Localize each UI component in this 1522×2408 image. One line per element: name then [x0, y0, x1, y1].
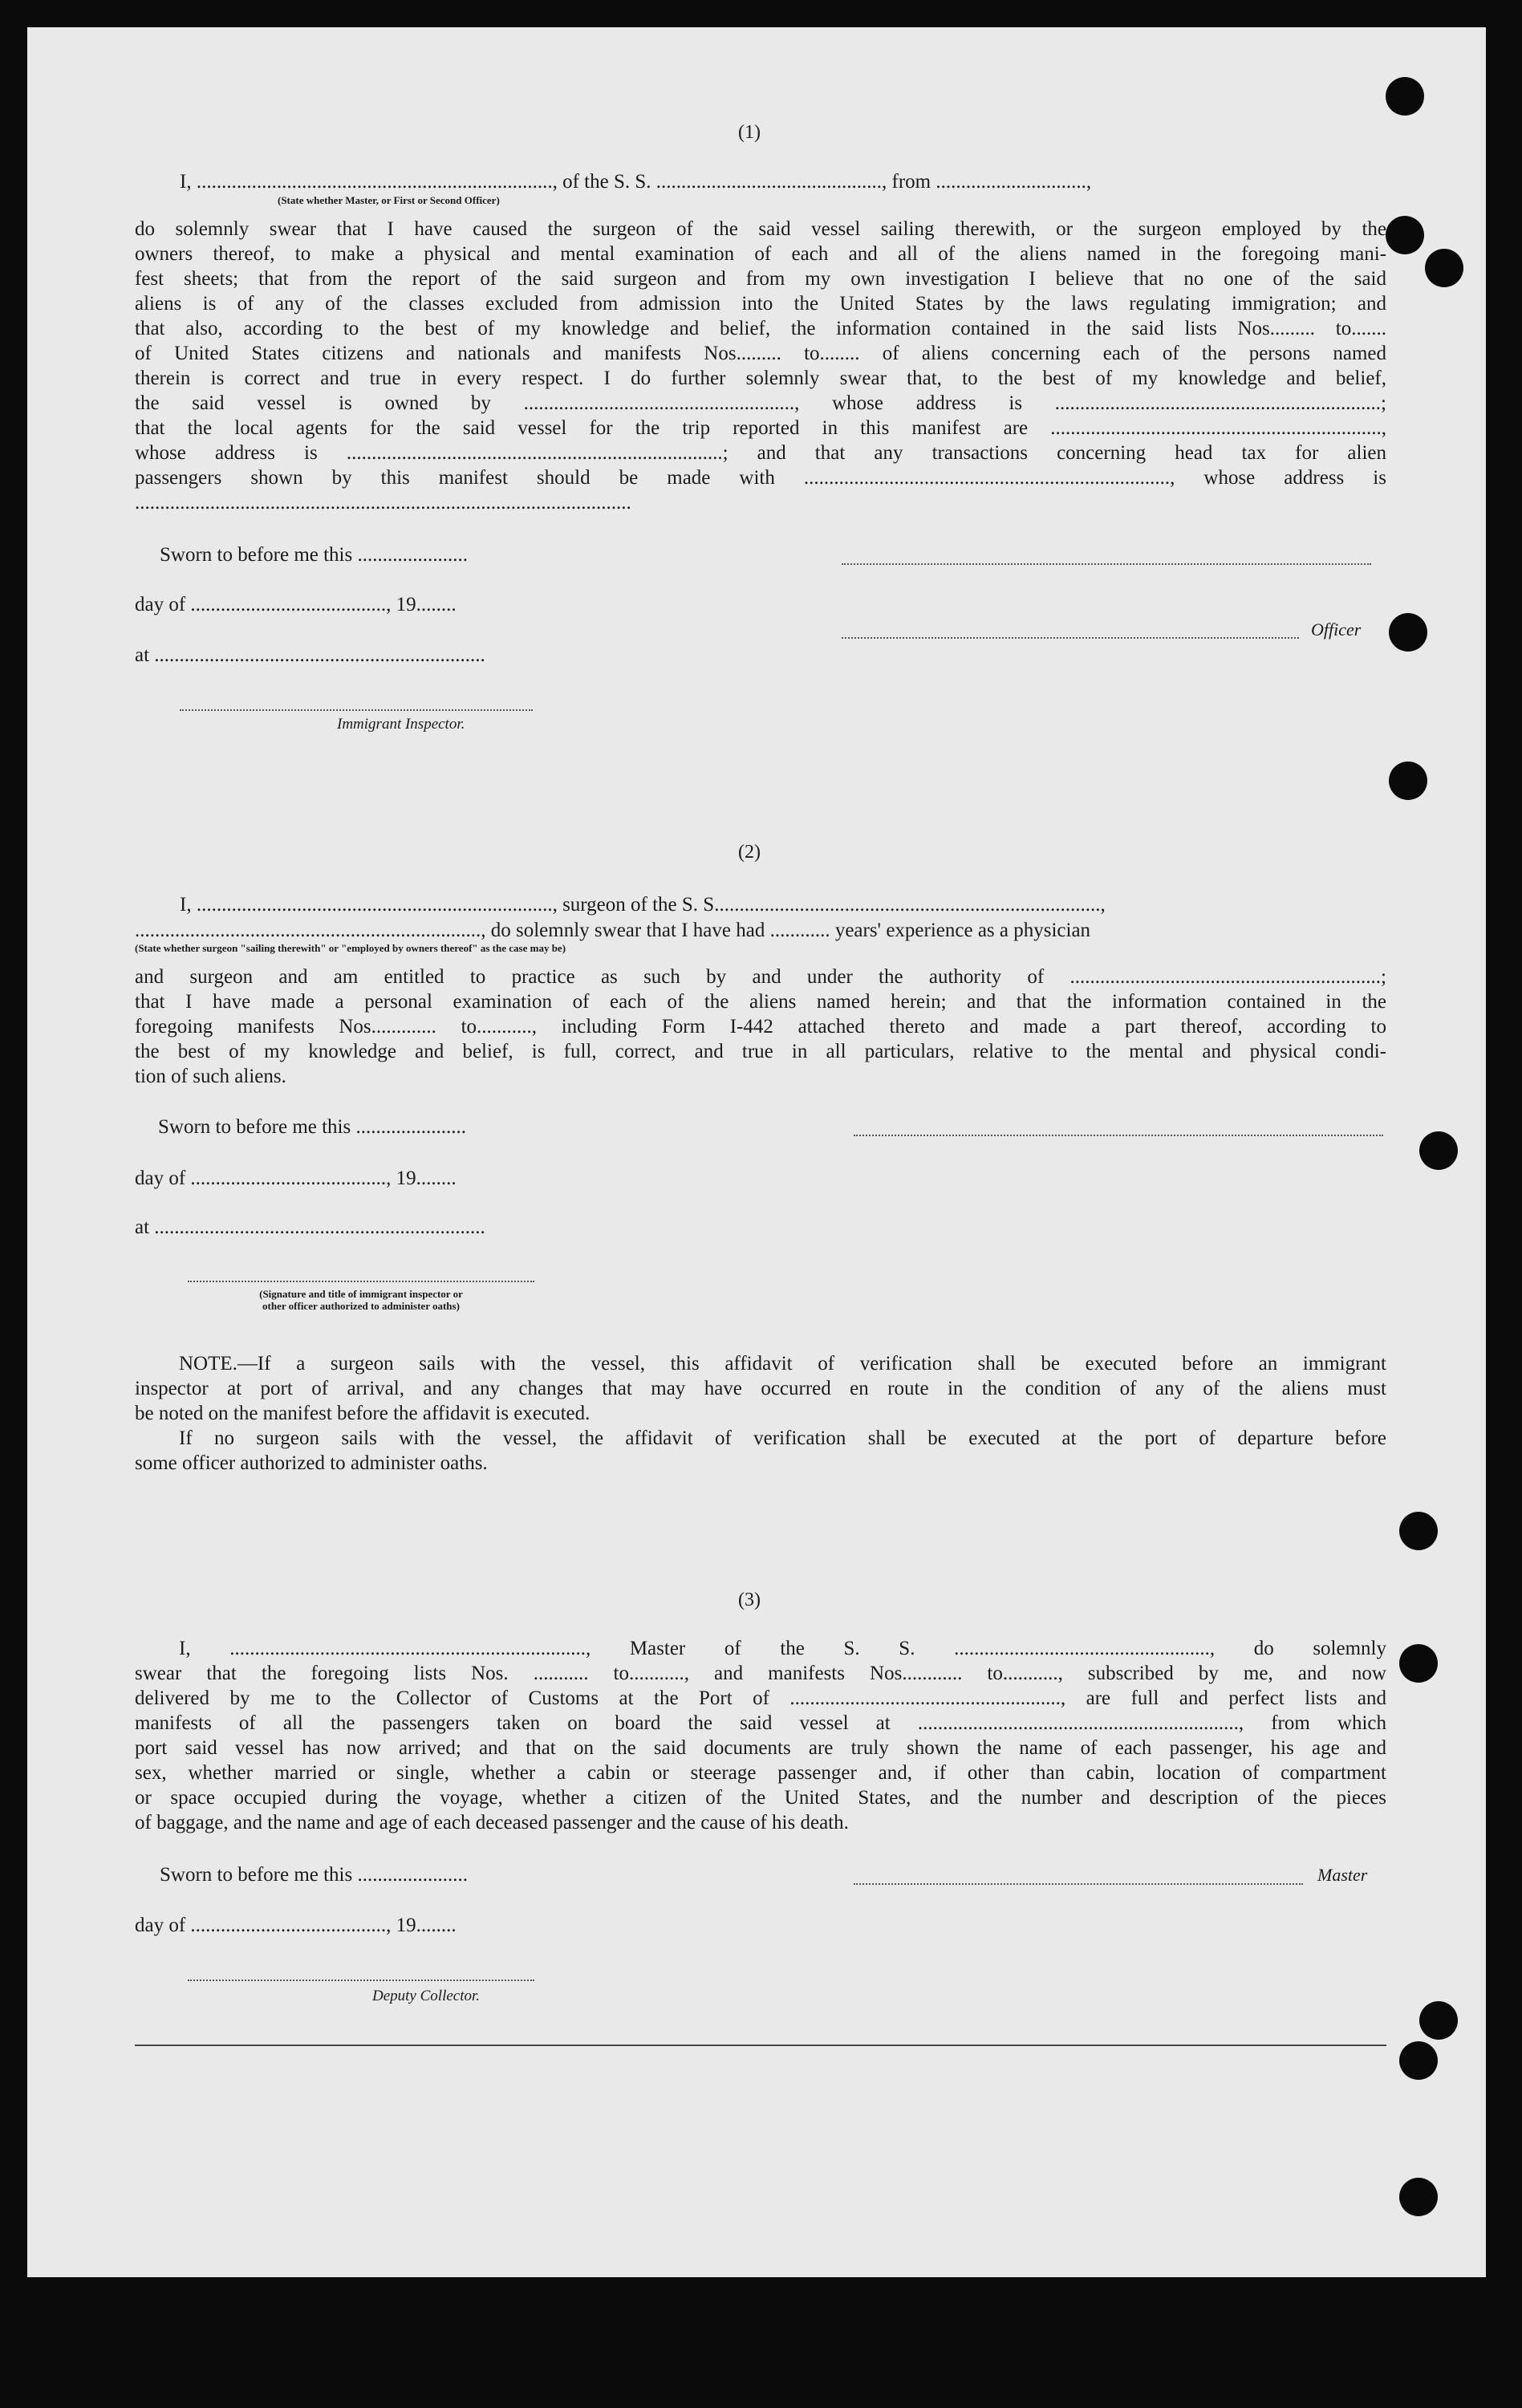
section-2-sworn: Sworn to before me this ......................: [158, 1116, 466, 1138]
section-2-sig-note-2: other officer authorized to administer oaths): [262, 1300, 460, 1312]
section-1-line1: I, ......................................................................., of the S. S. ............................................., from ..............................,: [180, 171, 1092, 193]
form-page: [27, 27, 1486, 2277]
section-1-heading: (1): [738, 122, 761, 143]
punch-hole: [1386, 216, 1424, 254]
body-line: sex, whether married or single, whether a cabin or steerage passenger and, if other than cabin, location of compartment: [135, 1762, 1386, 1784]
body-line: or space occupied during the voyage, whether a citizen of the United States, and the number and description of the pieces: [135, 1787, 1386, 1809]
section-3-body: [135, 1636, 1386, 1835]
section-3-sworn: Sworn to before me this ......................: [160, 1864, 468, 1886]
note-line: If no surgeon sails with the vessel, the affidavit of verification shall be executed at the port of departure before: [179, 1427, 1386, 1449]
section-2-inspector-line: [188, 1281, 534, 1282]
body-line: port said vessel has now arrived; and that on the said documents are truly shown the name of each passenger, his age and: [135, 1737, 1386, 1759]
section-3-collector-line: [188, 1980, 534, 1981]
section-3-heading: (3): [738, 1590, 761, 1610]
punch-hole: [1419, 1131, 1458, 1170]
section-2-at: at ..................................................................: [135, 1216, 485, 1238]
body-line: passengers shown by this manifest should be made with ........................................................................., whose address is: [135, 467, 1386, 489]
section-2-line-note: (State whether surgeon "sailing therewith" or "employed by owners thereof" as the case may be): [135, 942, 566, 954]
section-1-body: [135, 217, 1386, 515]
body-line: the best of my knowledge and belief, is full, correct, and true in all particulars, relative to the mental and physical condi-: [135, 1041, 1386, 1062]
body-line: foregoing manifests Nos............. to..........., including Form I-442 attached thereto and made a part thereof, according to: [135, 1016, 1386, 1038]
section-2-note: [135, 1351, 1386, 1476]
section-2-heading: (2): [738, 842, 761, 863]
body-line: of baggage, and the name and age of each deceased passenger and the cause of his death.: [135, 1812, 849, 1833]
body-line: I, ......................................................................., Master of the S. S. ..................................................., do solemnly: [179, 1638, 1386, 1659]
section-2-line2: ....................................................................., do solemnly swear that I have had ............ years' experience as a physician: [135, 920, 1091, 941]
section-1-at: at ..................................................................: [135, 644, 485, 666]
body-line: do solemnly swear that I have caused the surgeon of the said vessel sailing therewith, or the surgeon employed by the: [135, 218, 1386, 240]
note-line: some officer authorized to administer oaths.: [135, 1452, 488, 1474]
punch-hole: [1425, 249, 1463, 287]
section-1-inspector-line: [180, 709, 533, 711]
punch-hole: [1389, 613, 1427, 652]
body-line: ...................................................................................................: [135, 492, 631, 514]
section-3-master-label: Master: [1317, 1865, 1368, 1885]
section-1-sworn: Sworn to before me this ......................: [160, 544, 468, 566]
punch-hole: [1386, 77, 1424, 116]
punch-hole: [1389, 761, 1427, 800]
body-line: of United States citizens and nationals and manifests Nos......... to........ of aliens concerning each of the persons named: [135, 343, 1386, 364]
bottom-rule: [135, 2045, 1386, 2046]
punch-hole: [1399, 2041, 1438, 2080]
section-2-sig-note-1: (Signature and title of immigrant inspector or: [259, 1288, 463, 1300]
body-line: that I have made a personal examination of each of the aliens named herein; and that the information contained in the: [135, 991, 1386, 1013]
body-line: that also, according to the best of my knowledge and belief, the information contained in the said lists Nos......... to.......: [135, 318, 1386, 339]
punch-hole: [1399, 1512, 1438, 1550]
note-line: inspector at port of arrival, and any changes that may have occurred en route in the condition of any of the aliens must: [135, 1378, 1386, 1399]
section-2-body: [135, 964, 1386, 1089]
section-3-master-line: [854, 1883, 1303, 1885]
section-3-day: day of ......................................., 19........: [135, 1915, 457, 1936]
punch-hole: [1419, 2001, 1458, 2040]
body-line: that the local agents for the said vessel for the trip reported in this manifest are ..................................................................,: [135, 417, 1386, 439]
punch-hole: [1399, 2178, 1438, 2216]
section-1-officer-label: Officer: [1311, 619, 1362, 640]
section-1-day: day of ......................................., 19........: [135, 594, 457, 615]
punch-hole: [1399, 1644, 1438, 1683]
section-1-signature-line: [842, 563, 1371, 565]
body-line: aliens is of any of the classes excluded from admission into the United States by the laws regulating immigration; and: [135, 293, 1386, 315]
body-line: owners thereof, to make a physical and mental examination of each and all of the aliens named in the foregoing mani-: [135, 243, 1386, 265]
body-line: whose address is ...........................................................................; and that any transactions concerning head tax for alien: [135, 442, 1386, 464]
body-line: delivered by me to the Collector of Customs at the Port of ......................................................, are full and perfect lists and: [135, 1687, 1386, 1709]
body-line: the said vessel is owned by ......................................................, whose address is .................................................................;: [135, 392, 1386, 414]
section-1-inspector-label: Immigrant Inspector.: [337, 716, 465, 733]
body-line: tion of such aliens.: [135, 1066, 286, 1087]
section-2-signature-line: [854, 1135, 1383, 1136]
section-2-line1: I, ......................................................................., surgeon of the S. S.............................................................................,: [180, 894, 1106, 916]
body-line: and surgeon and am entitled to practice as such by and under the authority of ..............................................................;: [135, 966, 1386, 988]
body-line: manifests of all the passengers taken on board the said vessel at ................................................................, from which: [135, 1712, 1386, 1734]
section-1-line-note: (State whether Master, or First or Second Officer): [278, 194, 500, 206]
section-2-day: day of ......................................., 19........: [135, 1167, 457, 1189]
body-line: therein is correct and true in every respect. I do further solemnly swear that, to the best of my knowledge and belief,: [135, 367, 1386, 389]
note-line: NOTE.—If a surgeon sails with the vessel, this affidavit of verification shall be executed before an immigrant: [179, 1353, 1386, 1375]
body-line: fest sheets; that from the report of the said surgeon and from my own investigation I believe that no one of the said: [135, 268, 1386, 290]
note-line: be noted on the manifest before the affidavit is executed.: [135, 1403, 591, 1424]
body-line: swear that the foregoing lists Nos. ........... to..........., and manifests Nos............ to..........., subscribed by me, and now: [135, 1663, 1386, 1684]
section-3-collector-label: Deputy Collector.: [372, 1988, 481, 2004]
section-1-officer-line: [842, 637, 1299, 639]
